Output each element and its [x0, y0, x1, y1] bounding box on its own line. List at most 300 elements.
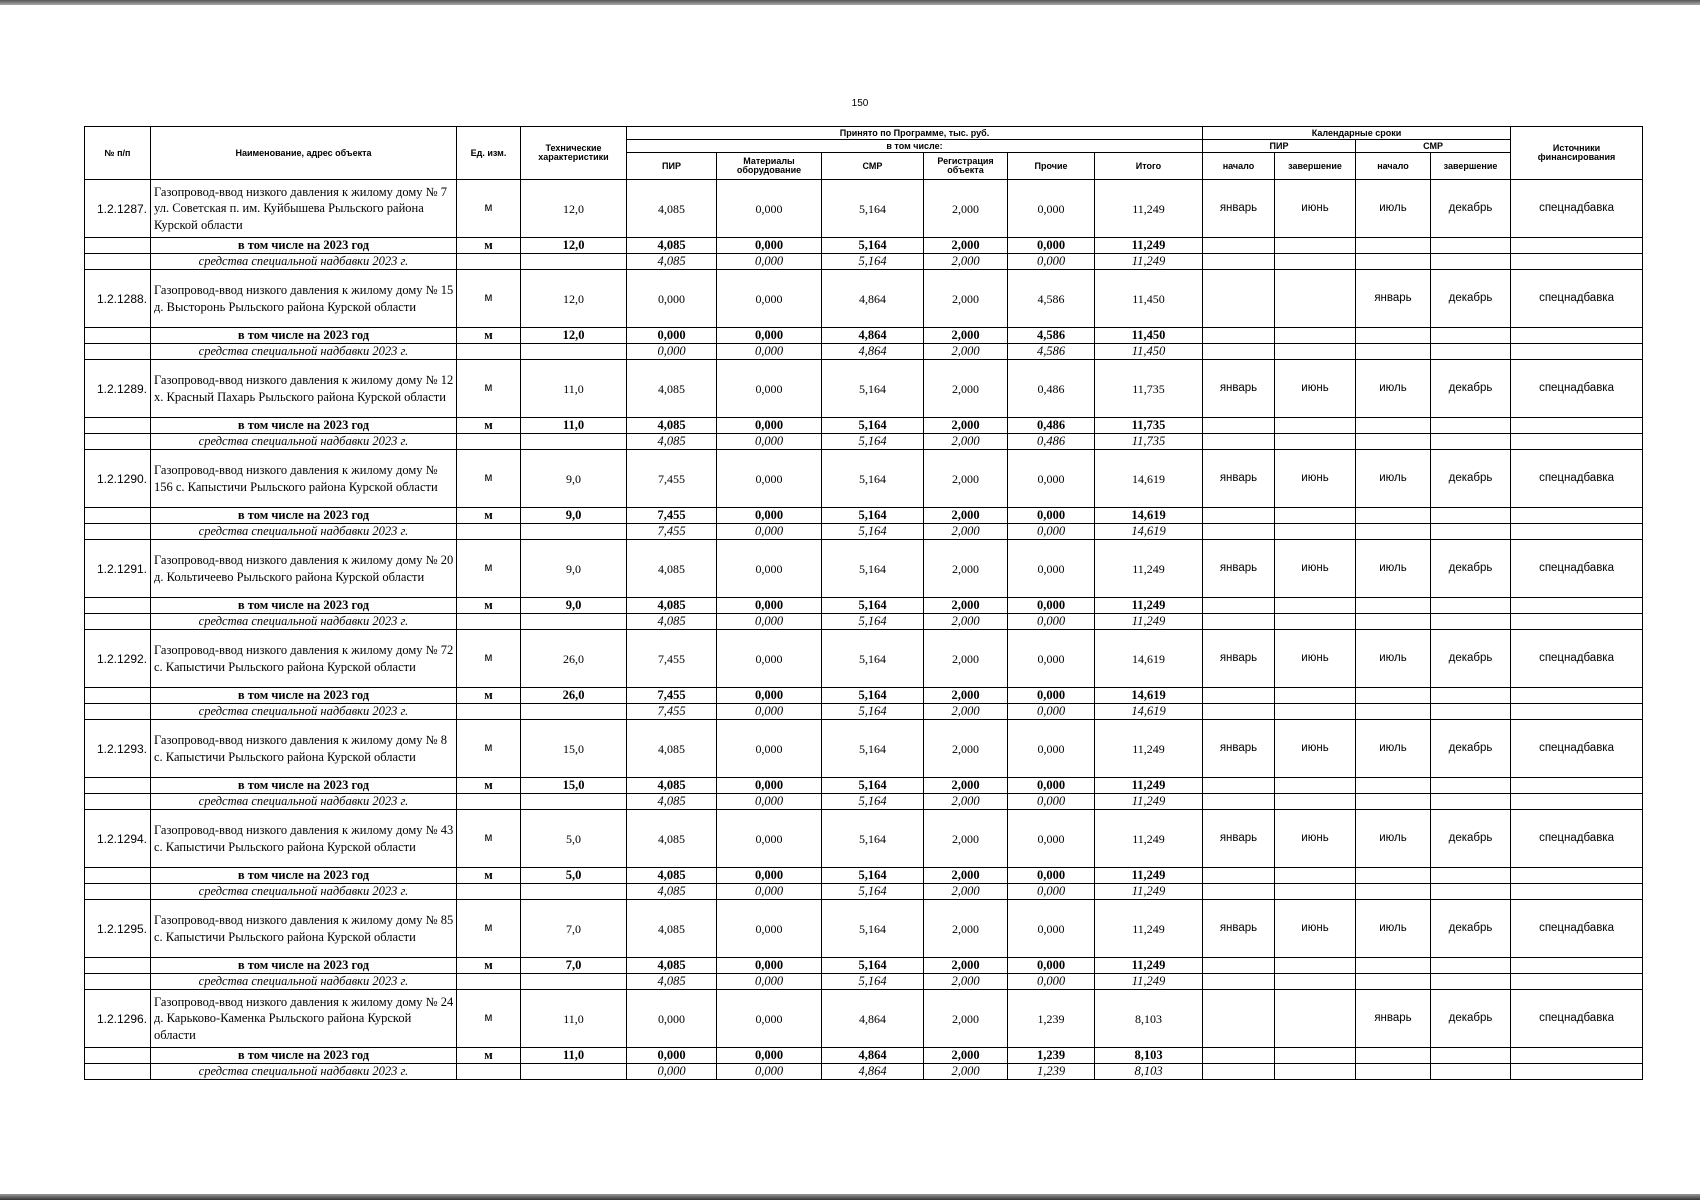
tech-value: 7,0 — [521, 958, 627, 974]
empty-cell — [1356, 778, 1431, 794]
other-value: 4,586 — [1008, 270, 1095, 328]
materials-value: 0,000 — [717, 810, 822, 868]
smr-start-cell: июль — [1356, 720, 1431, 778]
empty-cell — [1431, 884, 1511, 900]
smr-value: 5,164 — [822, 238, 924, 254]
empty-cell — [1511, 778, 1643, 794]
tech-value: 5,0 — [521, 868, 627, 884]
smr-value: 5,164 — [822, 630, 924, 688]
materials-value: 0,000 — [717, 328, 822, 344]
pir-value: 4,085 — [627, 884, 717, 900]
total-value: 11,735 — [1095, 360, 1203, 418]
header-other: Прочие — [1008, 153, 1095, 180]
empty-cell — [1511, 508, 1643, 524]
total-value: 8,103 — [1095, 1064, 1203, 1080]
empty-cell — [521, 884, 627, 900]
pir-value: 7,455 — [627, 450, 717, 508]
other-value: 0,000 — [1008, 254, 1095, 270]
empty-cell — [1511, 958, 1643, 974]
registration-value: 2,000 — [924, 328, 1008, 344]
source-cell: спецнадбавка — [1511, 720, 1643, 778]
subtotal-row — [85, 868, 1643, 884]
materials-value: 0,000 — [717, 990, 822, 1048]
materials-value: 0,000 — [717, 630, 822, 688]
empty-cell — [1203, 344, 1275, 360]
other-value: 0,000 — [1008, 958, 1095, 974]
tech-value: 15,0 — [521, 720, 627, 778]
smr-value: 5,164 — [822, 958, 924, 974]
materials-value: 0,000 — [717, 524, 822, 540]
registration-value: 2,000 — [924, 630, 1008, 688]
smr-value: 5,164 — [822, 254, 924, 270]
empty-cell — [457, 884, 521, 900]
other-value: 0,000 — [1008, 794, 1095, 810]
smr-end-cell: декабрь — [1431, 900, 1511, 958]
total-value: 11,249 — [1095, 810, 1203, 868]
pir-value: 4,085 — [627, 794, 717, 810]
object-name: Газопровод-ввод низкого давления к жилому дому № 72 с. Капыстичи Рыльского района Курской области — [151, 630, 457, 688]
materials-value: 0,000 — [717, 794, 822, 810]
other-value: 0,000 — [1008, 238, 1095, 254]
tech-value: 9,0 — [521, 540, 627, 598]
empty-cell — [457, 344, 521, 360]
pir-value: 4,085 — [627, 614, 717, 630]
registration-value: 2,000 — [924, 180, 1008, 238]
empty-cell — [1275, 1048, 1356, 1064]
object-name: Газопровод-ввод низкого давления к жилому дому № 7 ул. Советская п. им. Куйбышева Рыльского района Курской области — [151, 180, 457, 238]
empty-cell — [1356, 508, 1431, 524]
materials-value: 0,000 — [717, 704, 822, 720]
funding-source-row — [85, 614, 1643, 630]
other-value: 0,000 — [1008, 508, 1095, 524]
smr-start-cell: июль — [1356, 180, 1431, 238]
empty-cell — [1356, 614, 1431, 630]
pir-start-cell — [1203, 270, 1275, 328]
registration-value: 2,000 — [924, 238, 1008, 254]
row-code: 1.2.1292. — [85, 630, 151, 688]
source-cell: спецнадбавка — [1511, 270, 1643, 328]
smr-start-cell: январь — [1356, 990, 1431, 1048]
empty-cell — [521, 614, 627, 630]
smr-value: 5,164 — [822, 450, 924, 508]
smr-start-cell: июль — [1356, 630, 1431, 688]
empty-cell — [1356, 1064, 1431, 1080]
pir-value: 7,455 — [627, 688, 717, 704]
empty-cell — [1511, 868, 1643, 884]
pir-value: 4,085 — [627, 958, 717, 974]
tech-value: 26,0 — [521, 688, 627, 704]
scan-top-edge — [0, 0, 1700, 5]
subtotal-row — [85, 1048, 1643, 1064]
empty-cell — [1356, 238, 1431, 254]
registration-value: 2,000 — [924, 958, 1008, 974]
materials-value: 0,000 — [717, 270, 822, 328]
table-row — [85, 990, 1643, 1048]
unit-cell: м — [457, 328, 521, 344]
table-header — [85, 127, 1643, 180]
smr-value: 5,164 — [822, 598, 924, 614]
pir-value: 0,000 — [627, 328, 717, 344]
empty-cell — [1511, 688, 1643, 704]
header-tech: Технические характеристики — [521, 127, 627, 180]
pir-value: 0,000 — [627, 990, 717, 1048]
empty-cell — [1356, 418, 1431, 434]
total-value: 11,450 — [1095, 328, 1203, 344]
subtotal-label: в том числе на 2023 год — [151, 958, 457, 974]
registration-value: 2,000 — [924, 900, 1008, 958]
pir-value: 4,085 — [627, 180, 717, 238]
object-name: Газопровод-ввод низкого давления к жилому дому № 43 с. Капыстичи Рыльского района Курской области — [151, 810, 457, 868]
empty-cell — [1511, 434, 1643, 450]
registration-value: 2,000 — [924, 614, 1008, 630]
tech-value: 12,0 — [521, 328, 627, 344]
empty-cell — [457, 794, 521, 810]
empty-cell — [1511, 254, 1643, 270]
subtotal-row — [85, 778, 1643, 794]
funding-source-label: средства специальной надбавки 2023 г. — [151, 884, 457, 900]
empty-cell — [1431, 418, 1511, 434]
smr-value: 5,164 — [822, 180, 924, 238]
empty-cell — [1356, 794, 1431, 810]
table-row — [85, 360, 1643, 418]
empty-cell — [85, 434, 151, 450]
materials-value: 0,000 — [717, 450, 822, 508]
unit-cell: м — [457, 450, 521, 508]
other-value: 0,000 — [1008, 868, 1095, 884]
funding-source-label: средства специальной надбавки 2023 г. — [151, 434, 457, 450]
total-value: 11,249 — [1095, 540, 1203, 598]
registration-value: 2,000 — [924, 418, 1008, 434]
subtotal-label: в том числе на 2023 год — [151, 868, 457, 884]
header-smr-start: начало — [1356, 153, 1431, 180]
smr-start-cell: июль — [1356, 360, 1431, 418]
pir-end-cell: июнь — [1275, 630, 1356, 688]
unit-cell: м — [457, 778, 521, 794]
empty-cell — [1275, 778, 1356, 794]
tech-value: 9,0 — [521, 508, 627, 524]
unit-cell: м — [457, 180, 521, 238]
smr-value: 5,164 — [822, 508, 924, 524]
registration-value: 2,000 — [924, 360, 1008, 418]
row-code: 1.2.1291. — [85, 540, 151, 598]
other-value: 1,239 — [1008, 1064, 1095, 1080]
smr-start-cell: июль — [1356, 450, 1431, 508]
smr-value: 4,864 — [822, 1048, 924, 1064]
empty-cell — [1431, 238, 1511, 254]
empty-cell — [457, 254, 521, 270]
materials-value: 0,000 — [717, 614, 822, 630]
other-value: 0,000 — [1008, 540, 1095, 598]
pir-end-cell: июнь — [1275, 900, 1356, 958]
table-row — [85, 810, 1643, 868]
empty-cell — [1275, 344, 1356, 360]
object-name: Газопровод-ввод низкого давления к жилому дому № 8 с. Капыстичи Рыльского района Курской области — [151, 720, 457, 778]
table-body — [85, 180, 1643, 1080]
header-sources: Источники финансирования — [1511, 127, 1643, 180]
pir-start-cell: январь — [1203, 540, 1275, 598]
empty-cell — [1431, 614, 1511, 630]
total-value: 11,249 — [1095, 974, 1203, 990]
other-value: 0,486 — [1008, 418, 1095, 434]
empty-cell — [1203, 794, 1275, 810]
empty-cell — [85, 778, 151, 794]
smr-end-cell: декабрь — [1431, 540, 1511, 598]
pir-value: 4,085 — [627, 900, 717, 958]
tech-value: 26,0 — [521, 630, 627, 688]
row-code: 1.2.1287. — [85, 180, 151, 238]
smr-value: 5,164 — [822, 900, 924, 958]
object-name: Газопровод-ввод низкого давления к жилому дому № 15 д. Высторонь Рыльского района Курской области — [151, 270, 457, 328]
empty-cell — [1275, 884, 1356, 900]
pir-start-cell: январь — [1203, 810, 1275, 868]
row-code: 1.2.1288. — [85, 270, 151, 328]
smr-end-cell: декабрь — [1431, 630, 1511, 688]
empty-cell — [1203, 254, 1275, 270]
pir-start-cell: январь — [1203, 900, 1275, 958]
header-pir-start: начало — [1203, 153, 1275, 180]
other-value: 4,586 — [1008, 328, 1095, 344]
funding-source-label: средства специальной надбавки 2023 г. — [151, 1064, 457, 1080]
registration-value: 2,000 — [924, 810, 1008, 868]
registration-value: 2,000 — [924, 254, 1008, 270]
smr-value: 5,164 — [822, 794, 924, 810]
empty-cell — [1203, 434, 1275, 450]
subtotal-row — [85, 238, 1643, 254]
pir-end-cell — [1275, 990, 1356, 1048]
materials-value: 0,000 — [717, 344, 822, 360]
object-name: Газопровод-ввод низкого давления к жилому дому № 24 д. Карьково-Каменка Рыльского района Курской области — [151, 990, 457, 1048]
table-row — [85, 180, 1643, 238]
subtotal-row — [85, 328, 1643, 344]
funding-source-label: средства специальной надбавки 2023 г. — [151, 614, 457, 630]
unit-cell: м — [457, 540, 521, 598]
pir-start-cell: январь — [1203, 180, 1275, 238]
funding-source-row — [85, 434, 1643, 450]
source-cell: спецнадбавка — [1511, 810, 1643, 868]
materials-value: 0,000 — [717, 434, 822, 450]
smr-value: 5,164 — [822, 360, 924, 418]
empty-cell — [1511, 1064, 1643, 1080]
empty-cell — [1431, 598, 1511, 614]
empty-cell — [1203, 614, 1275, 630]
pir-value: 7,455 — [627, 508, 717, 524]
funding-source-label: средства специальной надбавки 2023 г. — [151, 794, 457, 810]
empty-cell — [521, 1064, 627, 1080]
pir-end-cell: июнь — [1275, 540, 1356, 598]
materials-value: 0,000 — [717, 900, 822, 958]
empty-cell — [1511, 974, 1643, 990]
header-unit: Ед. изм. — [457, 127, 521, 180]
empty-cell — [1275, 254, 1356, 270]
empty-cell — [1356, 254, 1431, 270]
unit-cell: м — [457, 508, 521, 524]
subtotal-row — [85, 418, 1643, 434]
empty-cell — [457, 524, 521, 540]
empty-cell — [1275, 704, 1356, 720]
subtotal-label: в том числе на 2023 год — [151, 238, 457, 254]
table-row — [85, 540, 1643, 598]
pir-value: 0,000 — [627, 1048, 717, 1064]
empty-cell — [1431, 1064, 1511, 1080]
empty-cell — [1203, 418, 1275, 434]
empty-cell — [1275, 958, 1356, 974]
empty-cell — [85, 868, 151, 884]
empty-cell — [1275, 328, 1356, 344]
pir-value: 4,085 — [627, 238, 717, 254]
source-cell: спецнадбавка — [1511, 990, 1643, 1048]
total-value: 14,619 — [1095, 508, 1203, 524]
pir-end-cell — [1275, 270, 1356, 328]
unit-cell: м — [457, 688, 521, 704]
total-value: 11,249 — [1095, 614, 1203, 630]
other-value: 0,000 — [1008, 688, 1095, 704]
header-registration: Регистрация объекта — [924, 153, 1008, 180]
pir-end-cell: июнь — [1275, 360, 1356, 418]
empty-cell — [1431, 434, 1511, 450]
empty-cell — [457, 974, 521, 990]
other-value: 0,000 — [1008, 884, 1095, 900]
pir-value: 0,000 — [627, 344, 717, 360]
total-value: 14,619 — [1095, 524, 1203, 540]
empty-cell — [521, 434, 627, 450]
empty-cell — [1356, 1048, 1431, 1064]
total-value: 14,619 — [1095, 630, 1203, 688]
pir-value: 4,085 — [627, 418, 717, 434]
total-value: 11,249 — [1095, 900, 1203, 958]
header-smr: СМР — [822, 153, 924, 180]
object-name: Газопровод-ввод низкого давления к жилому дому № 20 д. Кольтичеево Рыльского района Курской области — [151, 540, 457, 598]
smr-value: 5,164 — [822, 524, 924, 540]
total-value: 14,619 — [1095, 688, 1203, 704]
empty-cell — [521, 524, 627, 540]
subtotal-label: в том числе на 2023 год — [151, 508, 457, 524]
total-value: 11,249 — [1095, 254, 1203, 270]
empty-cell — [1511, 598, 1643, 614]
total-value: 11,249 — [1095, 778, 1203, 794]
object-name: Газопровод-ввод низкого давления к жилому дому № 85 с. Капыстичи Рыльского района Курской области — [151, 900, 457, 958]
tech-value: 15,0 — [521, 778, 627, 794]
pir-start-cell — [1203, 990, 1275, 1048]
empty-cell — [1511, 238, 1643, 254]
empty-cell — [85, 704, 151, 720]
header-cal-smr: СМР — [1356, 140, 1511, 153]
empty-cell — [1203, 238, 1275, 254]
empty-cell — [1431, 794, 1511, 810]
smr-value: 5,164 — [822, 434, 924, 450]
total-value: 11,735 — [1095, 418, 1203, 434]
total-value: 14,619 — [1095, 704, 1203, 720]
table-row — [85, 720, 1643, 778]
header-total: Итого — [1095, 153, 1203, 180]
empty-cell — [521, 254, 627, 270]
registration-value: 2,000 — [924, 884, 1008, 900]
tech-value: 11,0 — [521, 360, 627, 418]
empty-cell — [457, 1064, 521, 1080]
unit-cell: м — [457, 598, 521, 614]
empty-cell — [1275, 974, 1356, 990]
funding-source-row — [85, 974, 1643, 990]
smr-end-cell: декабрь — [1431, 810, 1511, 868]
empty-cell — [1275, 868, 1356, 884]
total-value: 14,619 — [1095, 450, 1203, 508]
registration-value: 2,000 — [924, 540, 1008, 598]
registration-value: 2,000 — [924, 868, 1008, 884]
smr-value: 4,864 — [822, 990, 924, 1048]
smr-value: 5,164 — [822, 688, 924, 704]
table-row — [85, 270, 1643, 328]
smr-value: 4,864 — [822, 328, 924, 344]
other-value: 0,000 — [1008, 614, 1095, 630]
subtotal-label: в том числе на 2023 год — [151, 688, 457, 704]
empty-cell — [1203, 778, 1275, 794]
smr-value: 5,164 — [822, 540, 924, 598]
pir-value: 4,085 — [627, 434, 717, 450]
smr-end-cell: декабрь — [1431, 360, 1511, 418]
total-value: 11,249 — [1095, 958, 1203, 974]
materials-value: 0,000 — [717, 540, 822, 598]
empty-cell — [1356, 524, 1431, 540]
empty-cell — [1431, 254, 1511, 270]
smr-value: 5,164 — [822, 884, 924, 900]
funding-source-label: средства специальной надбавки 2023 г. — [151, 344, 457, 360]
registration-value: 2,000 — [924, 778, 1008, 794]
page-number: 150 — [851, 98, 869, 109]
pir-value: 4,085 — [627, 868, 717, 884]
empty-cell — [1275, 434, 1356, 450]
empty-cell — [85, 688, 151, 704]
smr-start-cell: июль — [1356, 900, 1431, 958]
materials-value: 0,000 — [717, 180, 822, 238]
row-code: 1.2.1294. — [85, 810, 151, 868]
registration-value: 2,000 — [924, 974, 1008, 990]
objects-table — [84, 126, 1643, 1080]
table-row — [85, 450, 1643, 508]
registration-value: 2,000 — [924, 1064, 1008, 1080]
empty-cell — [1275, 598, 1356, 614]
header-including: в том числе: — [627, 140, 1203, 153]
empty-cell — [1356, 688, 1431, 704]
total-value: 8,103 — [1095, 990, 1203, 1048]
total-value: 11,249 — [1095, 884, 1203, 900]
tech-value: 12,0 — [521, 270, 627, 328]
empty-cell — [1511, 1048, 1643, 1064]
empty-cell — [1275, 794, 1356, 810]
tech-value: 9,0 — [521, 450, 627, 508]
tech-value: 11,0 — [521, 418, 627, 434]
empty-cell — [1431, 974, 1511, 990]
funding-source-row — [85, 524, 1643, 540]
materials-value: 0,000 — [717, 238, 822, 254]
source-cell: спецнадбавка — [1511, 540, 1643, 598]
empty-cell — [1511, 884, 1643, 900]
header-accepted: Принято по Программе, тыс. руб. — [627, 127, 1203, 140]
unit-cell: м — [457, 630, 521, 688]
header-calendar: Календарные сроки — [1203, 127, 1511, 140]
empty-cell — [1203, 1048, 1275, 1064]
empty-cell — [1511, 704, 1643, 720]
empty-cell — [1511, 328, 1643, 344]
subtotal-row — [85, 508, 1643, 524]
empty-cell — [521, 974, 627, 990]
materials-value: 0,000 — [717, 1064, 822, 1080]
materials-value: 0,000 — [717, 1048, 822, 1064]
funding-source-row — [85, 344, 1643, 360]
unit-cell: м — [457, 360, 521, 418]
tech-value: 9,0 — [521, 598, 627, 614]
other-value: 0,000 — [1008, 778, 1095, 794]
pir-value: 7,455 — [627, 524, 717, 540]
unit-cell: м — [457, 810, 521, 868]
